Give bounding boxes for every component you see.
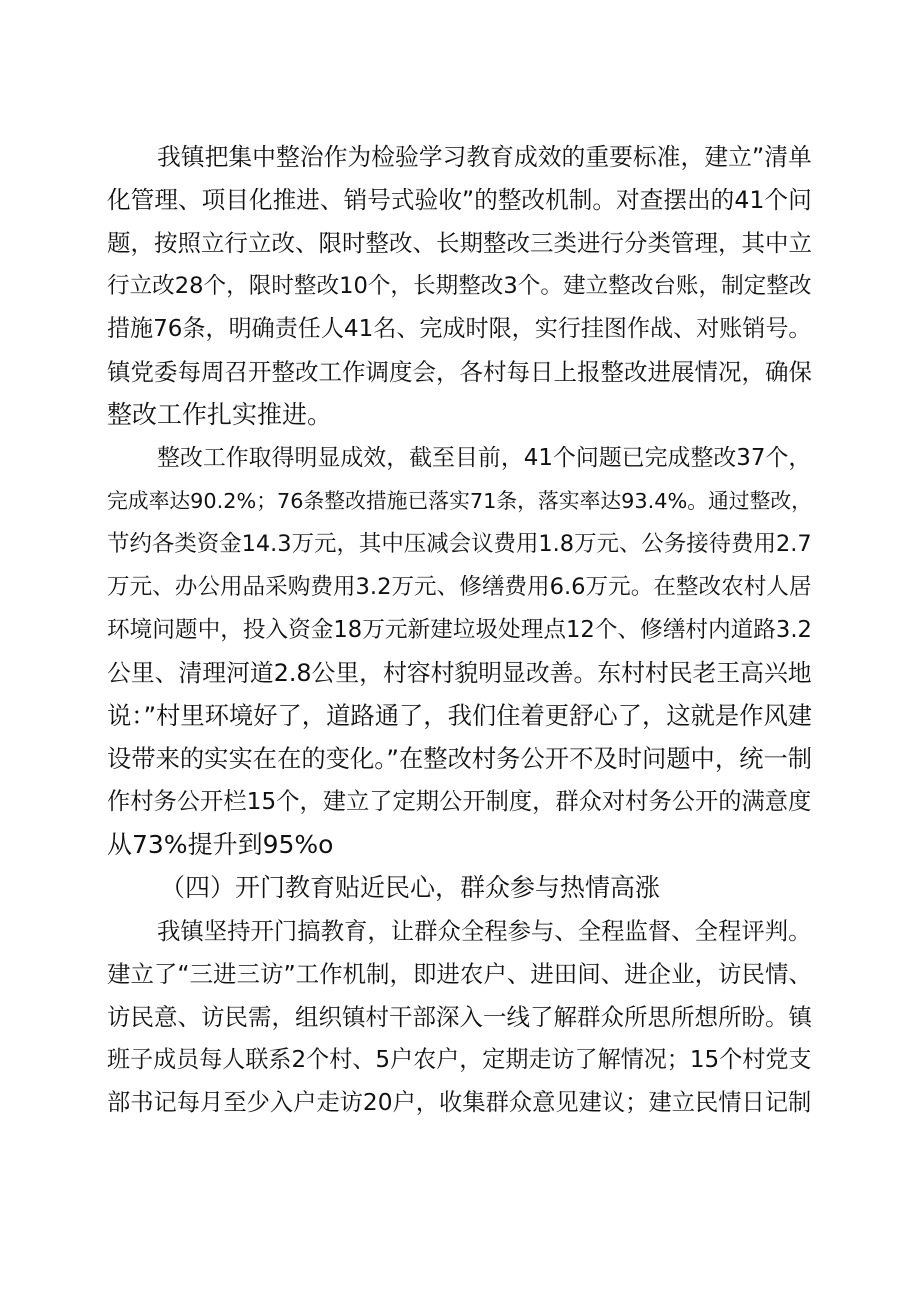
- text-line: 班子成员每人联系2个村、5户农户，定期走访了解情况；15个村党支: [107, 1047, 812, 1073]
- text-line: 环境问题中，投入资金18万元新建垃圾处理点12个、修缮村内道路3.2: [107, 617, 812, 643]
- text-line: 节约各类资金14.3万元，其中压减会议费用1.8万元、公务接待费用2.7: [107, 531, 812, 557]
- text-line: 建立了“三进三访”工作机制，即进农户、进田间、进企业，访民情、: [107, 960, 812, 988]
- text-line: 措施76条，明确责任人41名、完成时限，实行挂图作战、对账销号。: [107, 316, 812, 342]
- text-line: 公里、清理河道2.8公里，村容村貌明显改善。东村村民老王高兴地: [107, 659, 812, 687]
- text-line: 化管理、项目化推进、销号式验收”的整改机制。对查摆出的41个问: [107, 186, 812, 214]
- text-line: 完成率达90.2%；76条整改措施已落实71条，落实率达93.4%。通过整改，: [107, 489, 812, 513]
- text-line: 万元、办公用品采购费用3.2万元、修缮费用6.6万元。在整改农村人居: [107, 574, 812, 600]
- text-line: 从73%提升到95%o: [107, 830, 334, 859]
- text-line: 整改工作扎实推进。: [107, 400, 333, 429]
- text-line: 整改工作取得明显成效，截至目前，41个问题已完成整改37个，: [157, 445, 812, 471]
- text-line: 部书记每月至少入户走访20户，收集群众意见建议；建立民情日记制: [107, 1089, 812, 1116]
- text-line: 我镇把集中整治作为检验学习教育成效的重要标准，建立”清单: [157, 143, 812, 171]
- text-line: 题，按照立行立改、限时整改、长期整改三类进行分类管理，其中立: [107, 229, 812, 257]
- text-line: 行立改28个，限时整改10个，长期整改3个。建立整改台账，制定整改: [107, 273, 812, 299]
- text-line: 设带来的实实在在的变化。”在整改村务公开不及时问题中，统一制: [107, 744, 813, 773]
- text-line: 说：”村里环境好了，道路通了，我们住着更舒心了，这就是作风建: [107, 701, 813, 730]
- text-line: 访民意、访民需，组织镇村干部深入一线了解群众所思所想所盼。镇: [107, 1003, 812, 1031]
- text-line: 我镇坚持开门搞教育，让群众全程参与、全程监督、全程评判。: [157, 917, 812, 945]
- text-line: 镇党委每周召开整改工作调度会，各村每日上报整改进展情况，确保: [107, 358, 812, 386]
- section-heading: （四）开门教育贴近民心，群众参与热情高涨: [160, 873, 661, 902]
- text-line: 作村务公开栏15个，建立了定期公开制度，群众对村务公开的满意度: [107, 788, 812, 815]
